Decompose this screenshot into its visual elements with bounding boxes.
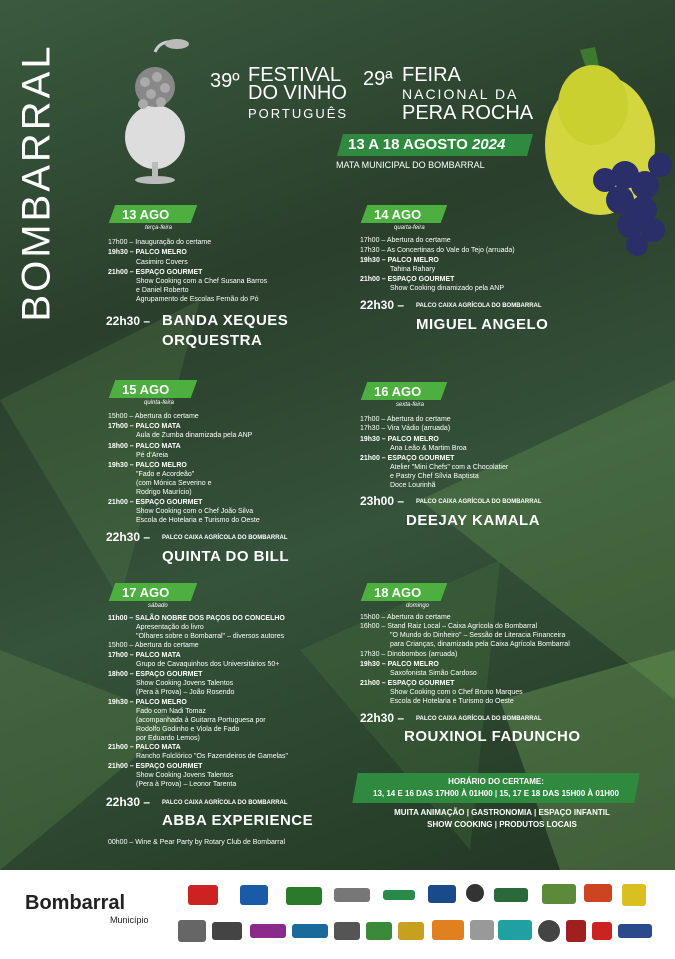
event-line: e Pastry Chef Sílvia Baptista bbox=[390, 473, 479, 480]
municipality-logo-sub: Município bbox=[110, 915, 149, 925]
dates-range: 13 A 18 AGOSTO bbox=[348, 136, 468, 153]
event-line: Show Cooking Jovens Talentos bbox=[136, 772, 234, 779]
sponsor-logo bbox=[470, 920, 494, 940]
event-line: Show Cooking com o Chef João Silva bbox=[136, 508, 254, 515]
event-line: Escola de Hotelaria e Turismo do Oeste bbox=[136, 517, 260, 524]
sponsor-logo bbox=[542, 884, 576, 904]
event-line: Rodrigo Maurício) bbox=[136, 489, 192, 496]
sponsor-logo bbox=[538, 920, 560, 942]
headline-time: 22h30 – bbox=[106, 314, 151, 328]
venue: MATA MUNICIPAL DO BOMBARRAL bbox=[336, 160, 485, 170]
day-date: 16 AGO bbox=[374, 384, 422, 399]
event-line: (acompanhada à Guitarra Portuguesa por bbox=[136, 717, 266, 724]
event-line: Escola de Hotelaria e Turismo do Oeste bbox=[390, 698, 514, 705]
headline-time: 22h30 – bbox=[106, 795, 151, 809]
event-line: por Eduardo Lemos) bbox=[136, 735, 200, 742]
event-line: 21h00 – PALCO MATA bbox=[108, 744, 181, 751]
sponsor-logo bbox=[592, 922, 612, 940]
sponsor-logo bbox=[383, 890, 415, 900]
event-line: 17h00 – Inauguração do certame bbox=[108, 239, 212, 246]
sponsor-logo bbox=[428, 885, 456, 903]
event-line: "Olhares sobre o Bombarral" – diversos autores bbox=[136, 633, 285, 640]
event-line: Rancho Folclórico "Os Fazendeiros de Gamelas" bbox=[136, 753, 289, 760]
sponsor-logo bbox=[366, 922, 392, 940]
event-line: Ana Leão & Martim Broa bbox=[390, 445, 467, 452]
headline-stage: PALCO CAIXA AGRÍCOLA DO BOMBARRAL bbox=[162, 800, 288, 806]
day-date: 17 AGO bbox=[122, 585, 170, 600]
sponsor-logo bbox=[618, 924, 652, 938]
sponsor-logo bbox=[334, 888, 370, 902]
headline-stage: PALCO CAIXA AGRÍCOLA DO BOMBARRAL bbox=[162, 535, 288, 541]
event-line: "Fado e Acordeão" bbox=[136, 471, 195, 478]
event-line: Show Cooking com a Chef Susana Barros bbox=[136, 278, 268, 285]
event-line: (com Mónica Severino e bbox=[136, 480, 212, 487]
headline-act: DEEJAY KAMALA bbox=[406, 512, 541, 529]
day-date: 13 AGO bbox=[122, 207, 170, 222]
hours-text: 13, 14 E 16 DAS 17H00 À 01H00 | 15, 17 E 18 DAS 15H00 À 01H00 bbox=[373, 789, 619, 798]
day-weekday: sexta-feira bbox=[396, 402, 425, 408]
day-weekday: domingo bbox=[406, 603, 430, 609]
event-line: Fado com Nadi Tomaz bbox=[136, 708, 206, 715]
event-line: 17h00 – PALCO MATA bbox=[108, 652, 181, 659]
event-line: Show Cooking Jovens Talentos bbox=[136, 680, 234, 687]
headline-time: 22h30 – bbox=[106, 530, 151, 544]
sponsor-logo bbox=[240, 885, 268, 905]
sponsor-logo bbox=[188, 885, 218, 905]
sponsor-logo bbox=[178, 920, 206, 942]
event-line: (Pera à Prova) – Leonor Tarenta bbox=[136, 781, 237, 788]
event-line: Tahina Rahary bbox=[390, 266, 436, 273]
day-date: 18 AGO bbox=[374, 585, 422, 600]
event-line: 21h00 – ESPAÇO GOURMET bbox=[360, 680, 455, 687]
sponsor-logo bbox=[212, 922, 242, 940]
dates-text bbox=[348, 136, 505, 153]
sponsor-logo bbox=[498, 920, 532, 940]
headline-act: ROUXINOL FADUNCHO bbox=[404, 728, 581, 745]
sponsor-logo bbox=[432, 920, 464, 940]
event-line: Agrupamento de Escolas Fernão do Pó bbox=[136, 296, 259, 303]
event-line: 18h00 – ESPAÇO GOURMET bbox=[108, 671, 203, 678]
headline-time: 22h30 – bbox=[360, 298, 405, 312]
headline-stage: PALCO CAIXA AGRÍCOLA DO BOMBARRAL bbox=[416, 303, 542, 309]
festival-number: 39º bbox=[210, 70, 240, 92]
event-line: 11h00 – SALÃO NOBRE DOS PAÇOS DO CONCELHO bbox=[108, 615, 285, 622]
event-line: 19h30 – PALCO MELRO bbox=[108, 699, 187, 706]
extras-line2: SHOW COOKING | PRODUTOS LOCAIS bbox=[427, 820, 577, 829]
pear-grapes-graphic bbox=[525, 25, 675, 270]
event-line: Pé d'Areia bbox=[136, 452, 169, 459]
side-title bbox=[8, 40, 68, 320]
event-line: 19h30 – PALCO MELRO bbox=[108, 462, 187, 469]
festival-line3: PORTUGUÊS bbox=[248, 106, 349, 121]
event-line: Casimiro Covers bbox=[136, 259, 188, 266]
event-line: 15h00 – Abertura do certame bbox=[108, 413, 199, 420]
side-title-text: BOMBARRAL bbox=[14, 43, 59, 322]
sponsor-logo bbox=[398, 922, 424, 940]
event-line: 21h00 – ESPAÇO GOURMET bbox=[108, 499, 203, 506]
day-weekday: quinta-feira bbox=[144, 400, 175, 406]
event-line: Apresentação do livro bbox=[136, 624, 204, 631]
sponsor-logo bbox=[286, 887, 322, 905]
municipality-logo: Bombarral bbox=[25, 892, 126, 914]
feira-number: 29ª bbox=[363, 68, 393, 90]
sponsor-logo bbox=[584, 884, 612, 902]
headline-act: MIGUEL ANGELO bbox=[416, 316, 549, 333]
event-line: para Crianças, dinamizada pela Caixa Agrícola Bombarral bbox=[390, 641, 570, 648]
event-line: 21h00 – ESPAÇO GOURMET bbox=[360, 455, 455, 462]
event-line: 17h00 – Abertura do certame bbox=[360, 416, 451, 423]
headline-time: 22h30 – bbox=[360, 711, 405, 725]
event-line: 19h30 – PALCO MELRO bbox=[360, 436, 439, 443]
event-line: 17h30 – Dinobombos (arruada) bbox=[360, 651, 458, 658]
event-line: Show Cooking com o Chef Bruno Marques bbox=[390, 689, 523, 696]
event-line: Saxofonista Simão Cardoso bbox=[390, 670, 477, 677]
event-line: 21h00 – ESPAÇO GOURMET bbox=[360, 276, 455, 283]
event-line: Atelier "Mini Chefs" com a Chocolatier bbox=[390, 464, 509, 471]
event-line: 17h00 – Abertura do certame bbox=[360, 237, 451, 244]
event-line: 16h00 – Stand Raiz Local – Caixa Agrícola do Bombarral bbox=[360, 623, 538, 630]
headline-time: 23h00 – bbox=[360, 494, 405, 508]
event-line: Aula de Zumba dinamizada pela ANP bbox=[136, 432, 253, 439]
event-line: e Daniel Roberto bbox=[136, 287, 189, 294]
headline-act: BANDA XEQUES bbox=[162, 312, 289, 329]
event-line: (Pera à Prova) – João Rosendo bbox=[136, 689, 235, 696]
hours-title: HORÁRIO DO CERTAME: bbox=[448, 777, 544, 786]
day-date: 15 AGO bbox=[122, 382, 170, 397]
event-line: 21h00 – ESPAÇO GOURMET bbox=[108, 763, 203, 770]
event-line: "O Mundo do Dinheiro" – Sessão de Literacia Financeira bbox=[390, 632, 566, 639]
feira-line3: PERA ROCHA bbox=[402, 102, 534, 124]
headline-act: ABBA EXPERIENCE bbox=[162, 812, 314, 829]
event-line: 19h30 – PALCO MELRO bbox=[360, 257, 439, 264]
event-line: 21h00 – ESPAÇO GOURMET bbox=[108, 269, 203, 276]
event-line: Grupo de Cavaquinhos dos Universitários 50+ bbox=[136, 661, 280, 668]
event-line: 15h00 – Abertura do certame bbox=[108, 642, 199, 649]
event-line: 17h30 – Vira Vádio (arruada) bbox=[360, 425, 451, 432]
sponsor-logo bbox=[494, 888, 528, 902]
festival-line2: DO VINHO bbox=[248, 82, 347, 104]
headline-act-line2: ORQUESTRA bbox=[162, 332, 263, 349]
event-line: Rodolfo Godinho e Viola de Fado bbox=[136, 726, 240, 733]
sponsor-logo bbox=[250, 924, 286, 938]
dates-year: 2024 bbox=[471, 136, 506, 153]
extras-line1: MUITA ANIMAÇÃO | GASTRONOMIA | ESPAÇO INFANTIL bbox=[394, 808, 610, 817]
event-line: 17h30 – As Concertinas do Vale do Tejo (arruada) bbox=[360, 247, 515, 254]
event-line: 19h30 – PALCO MELRO bbox=[360, 661, 439, 668]
festival-line1: FESTIVAL bbox=[248, 64, 341, 86]
event-line: 18h00 – PALCO MATA bbox=[108, 443, 181, 450]
sponsor-logo bbox=[622, 884, 646, 906]
event-line: 15h00 – Abertura do certame bbox=[360, 614, 451, 621]
event-line: Doce Lourinhã bbox=[390, 482, 436, 489]
headline-act: QUINTA DO BILL bbox=[162, 548, 289, 565]
sponsor-logo bbox=[466, 884, 484, 902]
after-party: 00h00 – Wine & Pear Party by Rotary Club de Bombarral bbox=[108, 839, 286, 846]
event-line: 19h30 – PALCO MELRO bbox=[108, 249, 187, 256]
day-weekday: quarta-feira bbox=[394, 225, 425, 231]
event-line: 17h00 – PALCO MATA bbox=[108, 423, 181, 430]
day-date: 14 AGO bbox=[374, 207, 422, 222]
sponsor-logo bbox=[566, 920, 586, 942]
day-weekday: sábado bbox=[148, 603, 168, 609]
feira-line1: FEIRA bbox=[402, 64, 461, 86]
day-weekday: terça-feira bbox=[145, 225, 173, 231]
event-line: Show Cooking dinamizado pela ANP bbox=[390, 285, 505, 292]
headline-stage: PALCO CAIXA AGRÍCOLA DO BOMBARRAL bbox=[416, 716, 542, 722]
pear-glass-logo bbox=[115, 32, 195, 187]
headline-stage: PALCO CAIXA AGRÍCOLA DO BOMBARRAL bbox=[416, 499, 542, 505]
feira-line2: NACIONAL DA bbox=[402, 86, 519, 102]
sponsor-logo bbox=[292, 924, 328, 938]
sponsor-logo bbox=[334, 922, 360, 940]
